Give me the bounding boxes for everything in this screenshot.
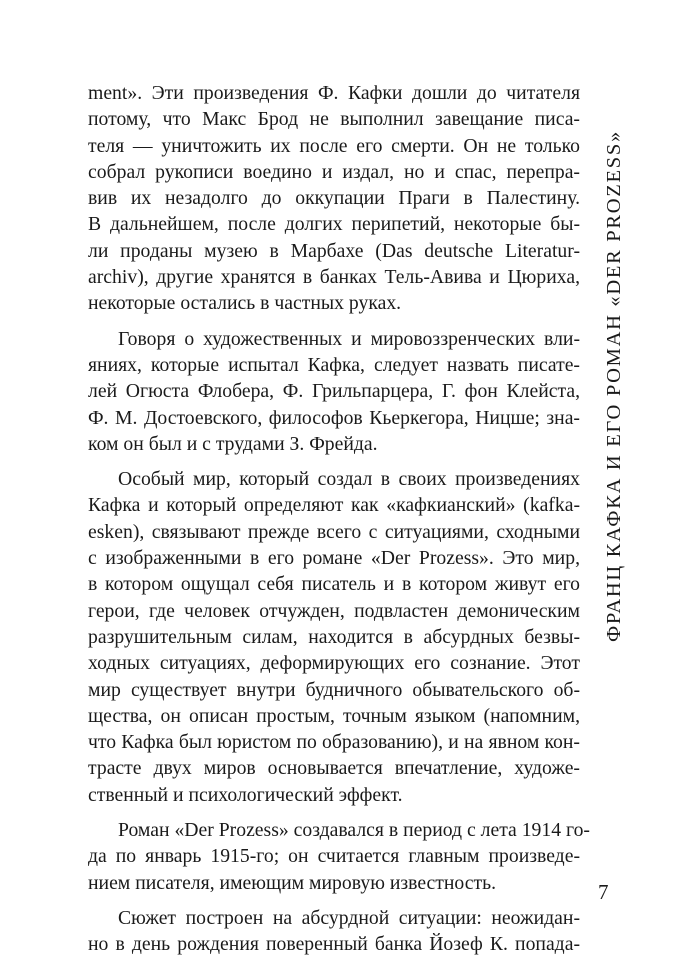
text-line: ходных ситуациях, деформирующих его сознание. Этот (88, 652, 580, 675)
text-line: archiv), другие хранятся в банках Тель-Авива и Цюриха, (88, 266, 580, 289)
text-line: разрушительным силам, находится в абсурдных безвы- (88, 625, 580, 648)
running-head: ФРАНЦ КАФКА И ЕГО РОМАН «DER PROZESS» (603, 130, 625, 642)
text-line: В дальнейшем, после долгих перипетий, некоторые бы- (88, 213, 580, 236)
text-line: вив их незадолго до оккупации Праги в Палестину. (88, 187, 580, 210)
text-line: с изображенными в его романе «Der Prozess». Это мир, (88, 547, 580, 570)
text-line: в котором ощущал себя писатель и в котором живут его (88, 573, 580, 596)
text-line: ment». Эти произведения Ф. Кафки дошли до читателя (88, 82, 580, 104)
text-line: но в день рождения поверенный банка Йозеф К. попада- (88, 933, 580, 956)
text-line: яниях, которые испытал Кафка, следует назвать писате- (88, 353, 580, 376)
text-line: мир существует внутри будничного обывательского об- (88, 678, 580, 701)
text-line: Особый мир, который создал в своих произведениях (118, 468, 580, 491)
text-line: ли проданы музею в Марбахе (Das deutsche Literatur- (88, 239, 580, 262)
text-line: нием писателя, имеющим мировую известность. (88, 871, 497, 894)
text-line: лей Огюста Флобера, Ф. Грильпарцера, Г. фон Клейста, (88, 380, 580, 403)
text-line: что Кафка был юристом по образованию), и на явном кон- (88, 731, 580, 754)
text-line: Говоря о художественных и мировоззренческих вли- (118, 327, 580, 350)
paragraph (88, 905, 580, 958)
text-line: потому, что Макс Брод не выполнил завещание писа- (88, 108, 580, 131)
body-text (88, 80, 590, 958)
text-line: теля — уничтожить их после его смерти. Он не только (88, 134, 580, 157)
text-line: некоторые остались в частных руках. (88, 292, 402, 315)
text-line: ственный и психологический эффект. (88, 783, 403, 806)
text-line: Сюжет построен на абсурдной ситуации: неожидан- (118, 906, 580, 929)
paragraph (88, 817, 590, 896)
text-line: Кафка и который определяют как «кафкианский» (kafka- (88, 494, 580, 517)
text-line: да по январь 1915-го; он считается главным произведе- (88, 845, 580, 868)
text-line: герои, где человек отчужден, подвластен демоническим (88, 599, 580, 622)
text-line: Роман «Der Prozess» создавался в период с лета 1914 го- (118, 819, 590, 842)
text-line: Ф. М. Достоевского, философов Кьеркегора, Ницше; зна- (88, 406, 580, 429)
text-line: esken), связывают прежде всего с ситуациями, сходными (88, 520, 580, 543)
text-line: ком он был и с трудами З. Фрейда. (88, 432, 378, 455)
paragraph (88, 466, 580, 808)
text-line: собрал рукописи воедино и издал, но и спас, перепра- (88, 160, 580, 183)
paragraph (88, 80, 580, 317)
paragraph (88, 326, 580, 457)
text-line: щества, он описан простым, точным языком (напомним, (88, 704, 580, 727)
text-line: трасте двух миров основывается впечатление, художе- (88, 757, 580, 780)
page-number: 7 (598, 880, 609, 904)
